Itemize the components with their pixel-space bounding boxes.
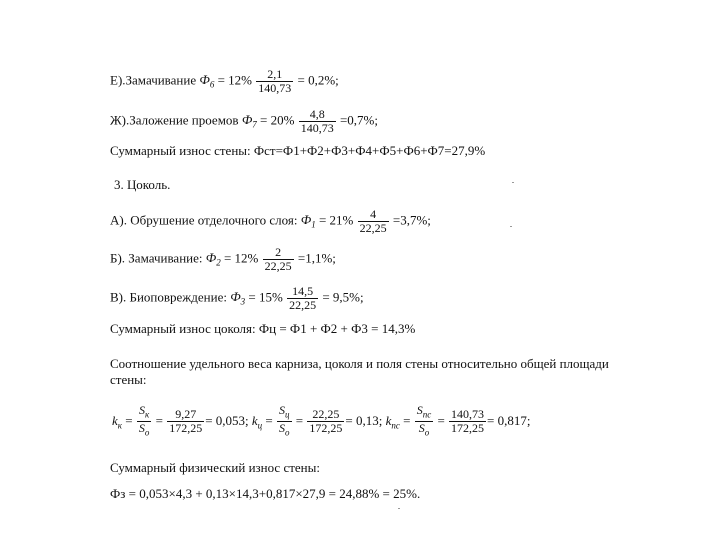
coefficients-line	[112, 404, 530, 440]
label-e: Е).Замачивание	[110, 72, 197, 88]
result-b: =1,1%;	[297, 250, 336, 266]
label-b: Б). Замачивание:	[110, 250, 203, 266]
symbol-f7: $Ф_7$	[241, 112, 257, 131]
ratio-line-2: стены:	[110, 372, 147, 387]
result-a: =3,7%;	[392, 212, 431, 228]
eq-b: = 12%	[223, 250, 259, 266]
section-3-heading: 3. Цоколь.	[114, 177, 171, 192]
fraction-e: $\frac{2,1}{140,73}$	[258, 67, 292, 95]
line-zh-openings	[110, 108, 378, 135]
physical-total-label: Суммарный физический износ стены:	[110, 460, 320, 475]
coef-wall-field: $k_{пс}$ = $\frac{S_{пс}}{S_о}$ = $\frac{140,73}{172,25}$ = 0,817;	[385, 403, 531, 438]
fraction-zh: $\frac{4,8}{140,73}$	[300, 107, 334, 135]
fraction-b: $\frac{2}{22,25}$	[264, 245, 292, 273]
scan-speck	[512, 182, 514, 183]
physical-total-formula: Фз = 0,053×4,3 + 0,13×14,3+0,817×27,9 = 24,88% = 25%.	[110, 486, 421, 501]
scan-speck	[510, 226, 512, 227]
ratio-line-1: Соотношение удельного веса карниза, цоколя и поля стены относительно общей площади	[110, 356, 609, 371]
symbol-f2: $Ф_2$	[205, 250, 221, 269]
wall-total: Суммарный износ стены: Фст=Ф1+Ф2+Ф3+Ф4+Ф5+Ф6+Ф7=27,9%	[110, 143, 486, 158]
symbol-f1: $Ф_1$	[300, 212, 316, 231]
line-b-soaking	[110, 246, 336, 273]
coef-cornice: $k_к$ = $\frac{S_к}{S_о}$ = $\frac{9,27}{172,25}$ = 0,053;	[112, 403, 249, 438]
eq-v: = 15%	[248, 289, 283, 305]
label-a: А). Обрушение отделочного слоя:	[110, 212, 298, 228]
label-zh: Ж).Заложение проемов	[110, 112, 239, 128]
result-zh: =0,7%;	[339, 112, 378, 128]
plinth-total: Суммарный износ цоколя: Фц = Ф1 + Ф2 + Ф3 = 14,3%	[110, 321, 416, 336]
eq-zh: = 20%	[260, 112, 295, 128]
result-v: = 9,5%;	[322, 289, 364, 305]
symbol-f6: $Ф_6$	[199, 72, 215, 91]
fraction-a: $\frac{4}{22,25}$	[359, 207, 387, 235]
eq-e: = 12%	[217, 72, 252, 88]
line-a-collapse	[110, 208, 431, 235]
line-v-biodamage	[110, 285, 364, 312]
symbol-f3: $Ф_3$	[230, 289, 246, 308]
line-e-soaking	[110, 68, 339, 95]
coef-plinth: $k_ц$ = $\frac{S_ц}{S_о}$ = $\frac{22,25}{172,25}$ = 0,13;	[251, 403, 383, 438]
result-e: = 0,2%;	[297, 72, 339, 88]
eq-a: = 21%	[318, 212, 354, 228]
fraction-v: $\frac{14,5}{22,25}$	[289, 284, 317, 312]
scan-speck	[398, 508, 400, 509]
label-v: В). Биоповреждение:	[110, 289, 227, 305]
